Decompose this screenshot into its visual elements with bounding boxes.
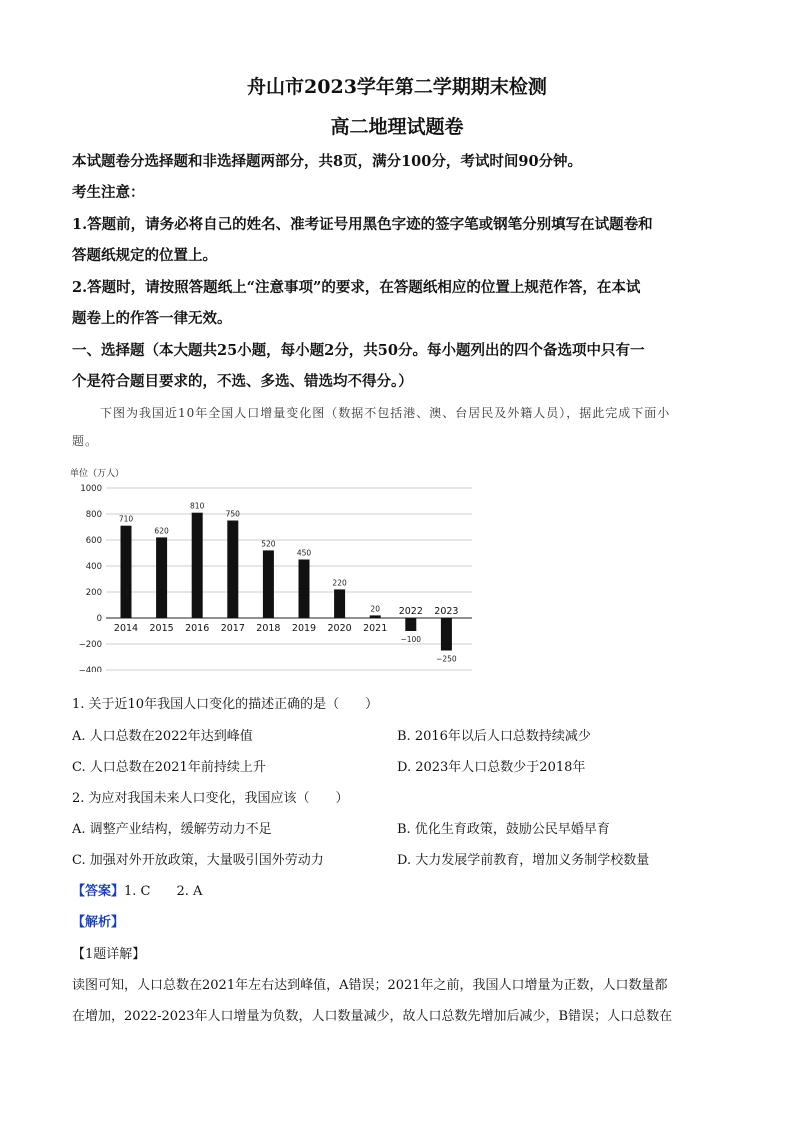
exam-title: 舟山市2023学年第二学期期末检测 [247,76,547,98]
material-line-a: 下图为我国近10年全国人口增量变化图（数据不包括港、澳、台居民及外籍人员），据此完成下面小 [100,406,671,420]
answer-value: 1. C 2. A [124,884,203,899]
x-tick-label: 2018 [256,623,281,634]
q2-option-a: A. 调整产业结构，缓解劳动力不足 [72,822,272,837]
analysis-label: 【解析】 [72,915,125,930]
data-label: 620 [154,526,169,536]
data-label: 750 [225,509,240,519]
x-tick-label: 2016 [185,623,210,634]
material-line-b: 题。 [72,434,99,448]
x-tick-label: 2014 [113,623,139,634]
q1-option-a: A. 人口总数在2022年达到峰值 [72,729,253,744]
notice-1b: 答题纸规定的位置上。 [72,247,217,264]
answer-label: 【答案】 [72,884,125,899]
bar-2023 [441,618,452,651]
analysis-line-b: 在增加，2022-2023年人口增量为负数，人口数量减少，故人口总数先增加后减少，B错误；人口总数在 [72,1009,673,1024]
section-heading-a: 一、选择题（本大题共25小题，每小题2分，共50分。每小题列出的四个备选项中只有一 [72,342,645,359]
bar-2014 [121,526,132,618]
data-label: −100 [400,635,422,644]
y-tick-label: 1000 [80,484,102,494]
analysis-line-a: 读图可知，人口总数在2021年左右达到峰值，A错误；2021年之前，我国人口增量为正数，人口数量都 [72,978,668,993]
y-tick-label: 400 [85,562,102,572]
bar-2020 [334,589,345,618]
data-label: 520 [261,539,276,549]
x-tick-label: 2019 [291,623,317,634]
bar-2016 [192,513,203,618]
bar-2019 [299,560,310,619]
y-axis-title: 单位（万人） [70,469,125,479]
x-tick-label: 2021 [363,623,388,634]
data-label: 810 [190,501,205,511]
exam-subtitle: 高二地理试题卷 [330,116,464,138]
question-2-stem: 2. 为应对我国未来人口变化，我国应该（ ） [72,791,349,806]
q2-option-b: B. 优化生育政策，鼓励公民早婚早育 [397,822,610,837]
x-tick-label: 2022 [398,606,423,617]
q1-option-b: B. 2016年以后人口总数持续减少 [397,729,591,744]
y-tick-label: 200 [85,588,102,598]
y-tick-label: 600 [85,536,102,546]
q2-option-d: D. 大力发展学前教育，增加义务制学校数量 [397,853,650,868]
x-tick-label: 2017 [220,623,245,634]
x-tick-label: 2020 [327,623,352,634]
intro-line: 本试题卷分选择题和非选择题两部分，共8页，满分100分，考试时间90分钟。 [72,153,583,170]
notice-title: 考生注意： [72,184,145,201]
data-label: 710 [118,514,134,524]
y-tick-label: −400 [78,666,102,672]
question-1-stem: 1. 关于近10年我国人口变化的描述正确的是（ ） [72,697,379,712]
y-tick-label: 800 [85,510,102,520]
bar-2021 [370,615,381,618]
x-tick-label: 2015 [149,623,174,634]
notice-1a: 1.答题前，请务必将自己的姓名、准考证号用黑色字迹的签字笔或钢笔分别填写在试题卷和 [72,216,653,233]
data-label: 220 [332,578,347,588]
data-label: 450 [296,548,312,558]
bar-2018 [263,550,274,618]
bar-2017 [227,521,238,619]
detail-label: 【1题详解】 [72,947,146,962]
data-label: 20 [370,604,380,614]
bar-2015 [156,537,167,618]
y-tick-label: 0 [96,614,102,624]
answer-row [72,880,202,899]
x-tick-label: 2023 [434,606,459,617]
q2-option-c: C. 加强对外开放政策，大量吸引国外劳动力 [72,853,324,868]
notice-2b: 题卷上的作答一律无效。 [72,310,232,327]
bar-2022 [405,618,416,631]
section-heading-b: 个是符合题目要求的，不选、多选、错选均不得分。） [72,373,413,390]
y-tick-label: −200 [78,640,102,650]
q1-option-c: C. 人口总数在2021年前持续上升 [72,760,266,775]
population-increase-chart [70,466,480,672]
notice-2a: 2.答题时，请按照答题纸上“注意事项”的要求，在答题纸相应的位置上规范作答，在本试 [72,279,641,296]
data-label: −250 [436,654,457,664]
q1-option-d: D. 2023年人口总数少于2018年 [397,760,586,775]
